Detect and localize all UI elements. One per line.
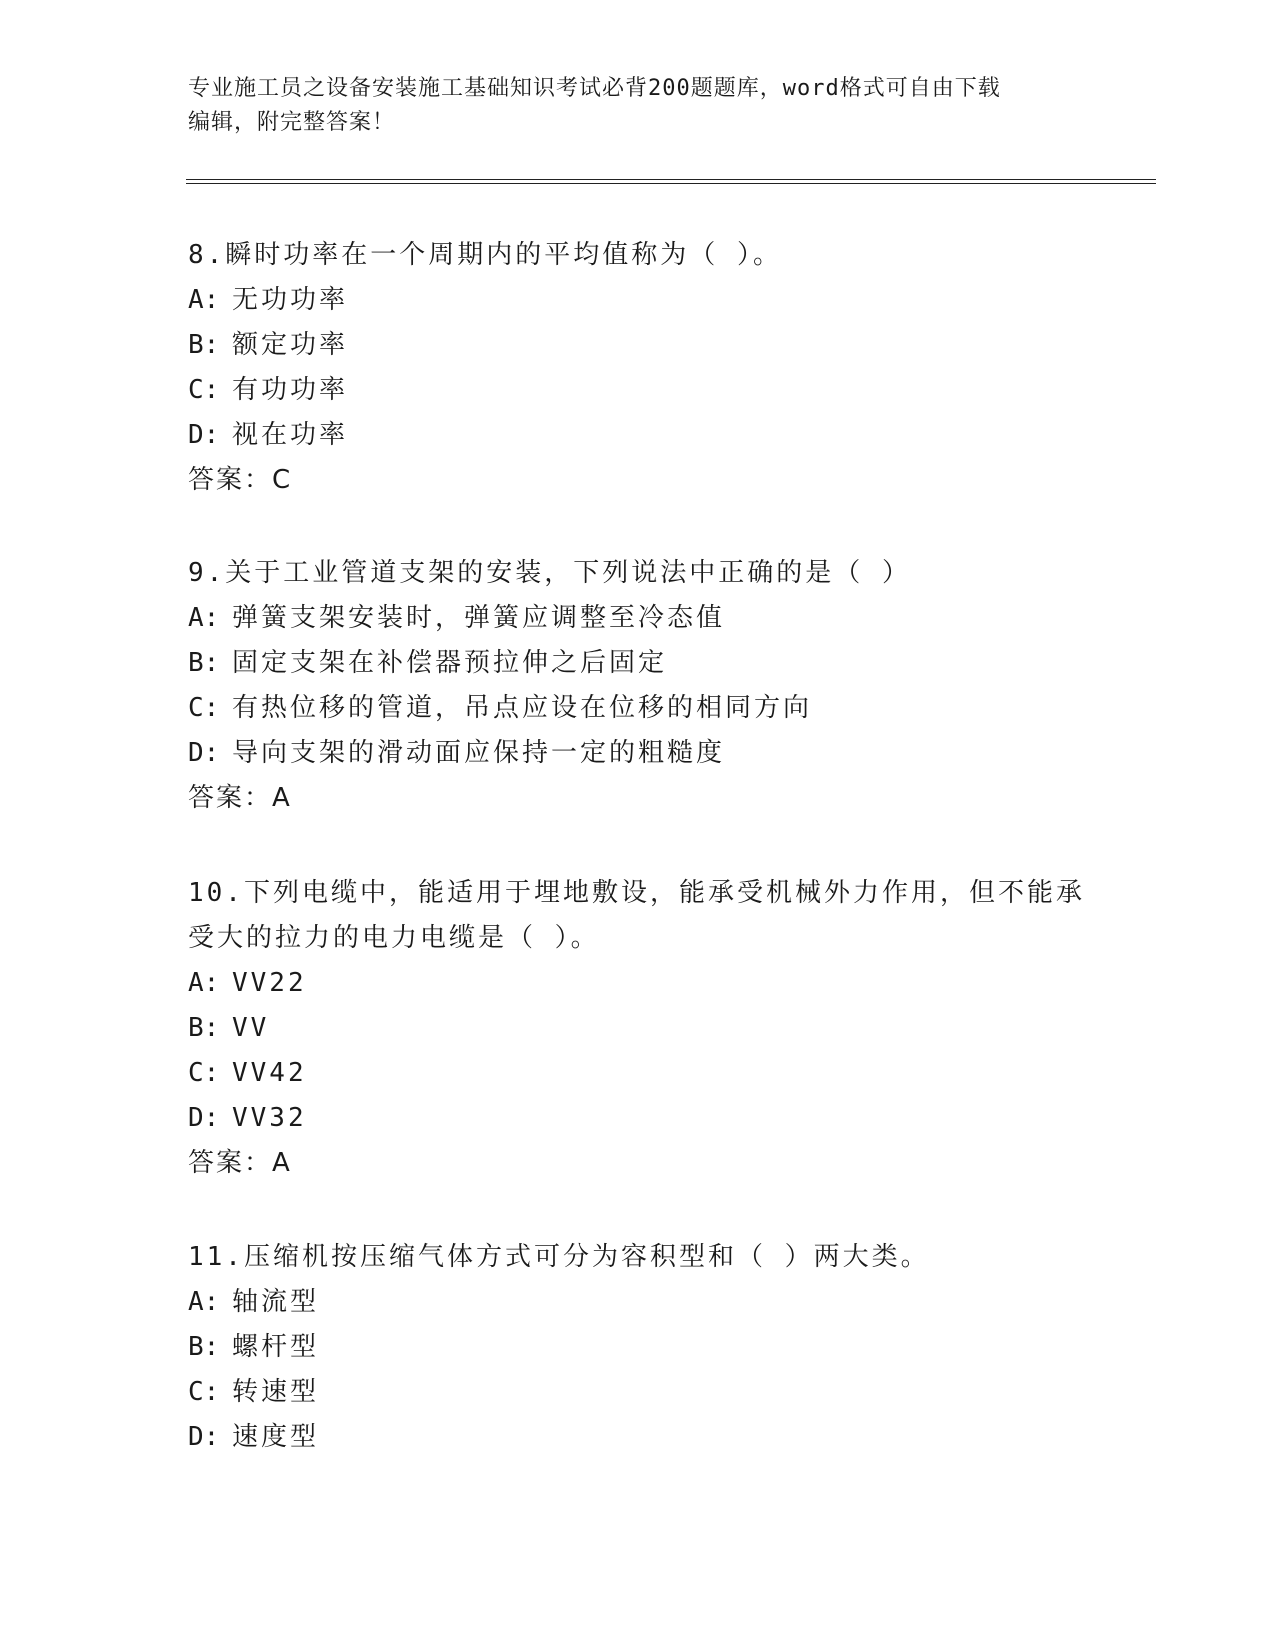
- answer-line: 答案：C: [188, 465, 293, 495]
- option-a: [188, 1280, 1088, 1325]
- option-d: [188, 1415, 1088, 1460]
- option-text: 导向支架的滑动面应保持一定的粗糙度: [232, 738, 726, 768]
- option-d: [188, 1096, 1088, 1141]
- option-letter: D:: [188, 1103, 220, 1133]
- option-c: [188, 368, 1088, 413]
- header-title-line-2: 编辑，附完整答案！: [188, 110, 396, 135]
- option-b: [188, 641, 1088, 686]
- question-stem: 8.瞬时功率在一个周期内的平均值称为（ ）。: [188, 240, 782, 270]
- document-header: [188, 72, 1088, 140]
- option-letter: A:: [188, 603, 220, 633]
- option-b: [188, 323, 1088, 368]
- option-letter: A:: [188, 285, 220, 315]
- option-letter: B:: [188, 648, 220, 678]
- question-stem-line-2: 受大的拉力的电力电缆是（ ）。: [188, 923, 600, 953]
- question-stem-line-1: 10.下列电缆中，能适用于埋地敷设，能承受机械外力作用，但不能承: [188, 878, 1085, 908]
- option-c: [188, 686, 1088, 731]
- option-d: [188, 413, 1088, 458]
- option-letter: C:: [188, 693, 220, 723]
- question-stem: 9.关于工业管道支架的安装，下列说法中正确的是（ ）: [188, 558, 911, 588]
- option-letter: C:: [188, 375, 220, 405]
- question-8: [188, 233, 1088, 503]
- question-9: [188, 551, 1088, 821]
- option-text: VV22: [232, 968, 307, 998]
- option-letter: B:: [188, 1332, 220, 1362]
- option-letter: D:: [188, 738, 220, 768]
- option-text: 螺杆型: [232, 1332, 320, 1362]
- option-text: 无功功率: [232, 285, 349, 315]
- option-text: 转速型: [232, 1377, 320, 1407]
- option-letter: B:: [188, 1013, 220, 1043]
- option-a: [188, 961, 1088, 1006]
- question-stem: 11.压缩机按压缩气体方式可分为容积型和（ ）两大类。: [188, 1242, 930, 1272]
- option-a: [188, 596, 1088, 641]
- header-divider-bottom: [186, 183, 1156, 184]
- option-text: VV42: [232, 1058, 307, 1088]
- header-divider-top: [186, 179, 1156, 180]
- option-text: 轴流型: [232, 1287, 320, 1317]
- option-text: 固定支架在补偿器预拉伸之后固定: [232, 648, 668, 678]
- option-c: [188, 1051, 1088, 1096]
- answer-line: 答案：A: [188, 1148, 292, 1178]
- option-text: VV: [232, 1013, 270, 1043]
- option-text: 速度型: [232, 1422, 320, 1452]
- header-title-line-1: 专业施工员之设备安装施工基础知识考试必背200题题库，word格式可自由下载: [188, 76, 1001, 101]
- option-a: [188, 278, 1088, 323]
- option-text: 视在功率: [232, 420, 349, 450]
- option-text: VV32: [232, 1103, 307, 1133]
- option-text: 有功功率: [232, 375, 349, 405]
- option-letter: A:: [188, 1287, 220, 1317]
- option-text: 弹簧支架安装时，弹簧应调整至冷态值: [232, 603, 726, 633]
- option-d: [188, 731, 1088, 776]
- option-c: [188, 1370, 1088, 1415]
- option-text: 额定功率: [232, 330, 349, 360]
- answer-line: 答案：A: [188, 783, 292, 813]
- option-letter: A:: [188, 968, 220, 998]
- option-b: [188, 1006, 1088, 1051]
- option-letter: B:: [188, 330, 220, 360]
- option-text: 有热位移的管道，吊点应设在位移的相同方向: [232, 693, 813, 723]
- question-10: [188, 871, 1088, 1186]
- option-letter: D:: [188, 420, 220, 450]
- option-letter: C:: [188, 1058, 220, 1088]
- option-b: [188, 1325, 1088, 1370]
- option-letter: C:: [188, 1377, 220, 1407]
- question-11: [188, 1235, 1088, 1460]
- option-letter: D:: [188, 1422, 220, 1452]
